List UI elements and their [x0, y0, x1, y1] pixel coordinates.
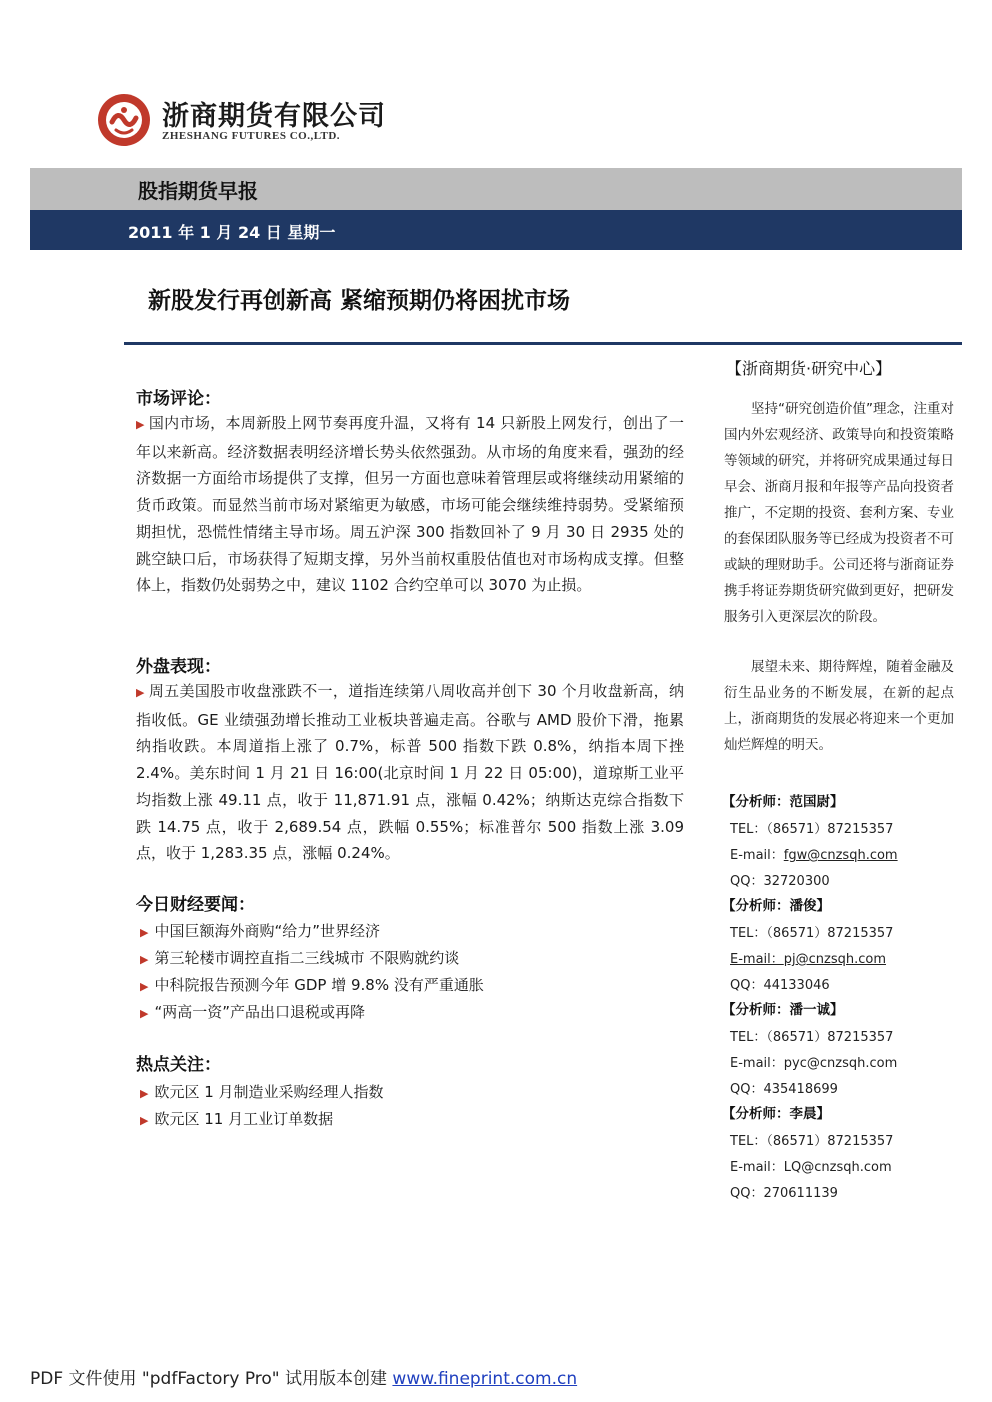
overseas-text: 周五美国股市收盘涨跌不一，道指连续第八周收高并创下 30 个月收盘新高，纳指收低。GE 业绩强劲增长推动工业板块普遍走高。谷歌与 AMD 股价下滑，拖累纳指收跌。本周道指上涨了 0.7%，标普 500 指数下跌 0.8%，纳指本周下挫 2.4%。美东时间 1 月 21 日 16:00(北京时间 1 月 22 日 05:00)，道琼斯工业平均指数上涨 49.11 点，收于 11,871.91 点，涨幅 0.42%；纳斯达克综合指数下跌 14.75 点，收于 2,689.54 点，跌幅 0.55%；标准普尔 500 指数上涨 3.09 点，收于 1,283.35 点，涨幅 0.24%。	[136, 682, 684, 863]
sidebar-paragraph-1: 坚持“研究创造价值”理念，注重对国内外宏观经济、政策导向和投资策略等领域的研究，并将研究成果通过每日早会、浙商月报和年报等产品向投资者推广，不定期的投资、套利方案、专业的套保团队服务等已经成为投资者不可或缺的理财助手。公司还将与浙商证券携手将证券期货研究做到更好，把研发服务引入更深层次的阶段。	[724, 401, 954, 625]
company-name-cn: 浙商期货有限公司	[162, 101, 386, 132]
headline-divider	[124, 342, 962, 345]
list-item: ▶ 中科院报告预测今年 GDP 增 9.8% 没有严重通胀	[140, 976, 484, 994]
list-item: ▶ 中国巨额海外商购“给力”世界经济	[140, 922, 381, 940]
bullet-arrow-icon: ▶	[140, 953, 149, 966]
sidebar-paragraph-2: 展望未来、期待辉煌，随着金融及衍生品业务的不断发展，在新的起点上，浙商期货的发展必将迎来一个更加灿烂辉煌的明天。	[724, 659, 954, 753]
analyst-tel: TEL：（86571）87215357	[730, 1134, 894, 1149]
overseas-title: 外盘表现：	[136, 657, 221, 677]
list-item: ▶ 欧元区 11 月工业订单数据	[140, 1110, 334, 1128]
analyst-name: 【分析师：潘一诚】	[722, 1002, 844, 1018]
bullet-arrow-icon: ▶	[136, 686, 145, 699]
bullet-arrow-icon: ▶	[140, 1007, 149, 1020]
company-name-en: ZHESHANG FUTURES CO.,LTD.	[162, 130, 341, 142]
report-date-bar	[30, 210, 962, 250]
report-title: 股指期货早报	[138, 179, 258, 203]
analyst-email-link[interactable]: LQ@cnzsqh.com	[783, 1160, 892, 1175]
analyst-name: 【分析师：潘俊】	[722, 898, 830, 914]
analyst-name: 【分析师：范国尉】	[722, 794, 844, 810]
analyst-tel: TEL：（86571）87215357	[730, 1030, 894, 1045]
analyst-qq: QQ：270611139	[730, 1186, 838, 1201]
analyst-email-link[interactable]: pj@cnzsqh.com	[783, 952, 887, 967]
finance-news-title: 今日财经要闻：	[136, 895, 255, 915]
overseas-paragraph	[136, 678, 684, 867]
headline: 新股发行再创新高 紧缩预期仍将困扰市场	[148, 288, 571, 314]
hot-topics-title: 热点关注：	[136, 1055, 221, 1075]
analyst-name: 【分析师：李晨】	[722, 1106, 830, 1122]
analyst-qq: QQ：32720300	[730, 874, 830, 889]
bullet-arrow-icon: ▶	[140, 1114, 149, 1127]
analyst-email-link[interactable]: pyc@cnzsqh.com	[783, 1056, 898, 1071]
analyst-email-row: E-mail：pyc@cnzsqh.com	[730, 1056, 898, 1071]
bullet-arrow-icon: ▶	[140, 1087, 149, 1100]
list-item: ▶ “两高一资”产品出口退税或再降	[140, 1003, 366, 1021]
market-commentary-title: 市场评论：	[136, 389, 221, 409]
analyst-qq: QQ：44133046	[730, 978, 830, 993]
analyst-email-row: E-mail：LQ@cnzsqh.com	[730, 1160, 892, 1175]
bullet-arrow-icon: ▶	[140, 980, 149, 993]
company-logo	[96, 92, 386, 152]
sidebar-title: 【浙商期货·研究中心】	[726, 359, 892, 378]
report-date: 2011 年 1 月 24 日 星期一	[128, 223, 336, 242]
footer-text: PDF 文件使用 "pdfFactory Pro" 试用版本创建	[30, 1369, 393, 1389]
analyst-qq: QQ：435418699	[730, 1082, 838, 1097]
bullet-arrow-icon: ▶	[140, 926, 149, 939]
analyst-tel: TEL：（86571）87215357	[730, 822, 894, 837]
market-commentary-paragraph	[136, 410, 684, 599]
analyst-email-row: E-mail：pj@cnzsqh.com	[730, 952, 887, 967]
list-item: ▶ 欧元区 1 月制造业采购经理人指数	[140, 1083, 384, 1101]
analyst-tel: TEL：（86571）87215357	[730, 926, 894, 941]
analyst-email-row: E-mail：fgw@cnzsqh.com	[730, 848, 898, 863]
market-commentary-text: 国内市场，本周新股上网节奏再度升温，又将有 14 只新股上网发行，创出了一年以来新高。经济数据表明经济增长势头依然强劲。从市场的角度来看，强劲的经济数据一方面给市场提供了支撑，但另一方面也意味着管理层或将继续动用紧缩的货币政策。而显然当前市场对紧缩更为敏感，市场可能会继续维持弱势。受紧缩预期担忧，恐慌性情绪主导市场。周五沪深 300 指数回补了 9 月 30 日 2935 处的跳空缺口后，市场获得了短期支撑，另外当前权重股估值也对市场构成支撑。但整体上，指数仍处弱势之中，建议 1102 合约空单可以 3070 为止损。	[136, 414, 684, 595]
company-logo-mark-icon	[96, 92, 152, 148]
footer-link[interactable]: www.fineprint.com.cn	[392, 1369, 578, 1389]
pdf-footer	[30, 1364, 577, 1389]
report-title-bar	[30, 168, 962, 210]
analyst-email-link[interactable]: fgw@cnzsqh.com	[783, 848, 898, 863]
bullet-arrow-icon: ▶	[136, 418, 145, 431]
list-item: ▶ 第三轮楼市调控直指二三线城市 不限购就约谈	[140, 949, 460, 967]
